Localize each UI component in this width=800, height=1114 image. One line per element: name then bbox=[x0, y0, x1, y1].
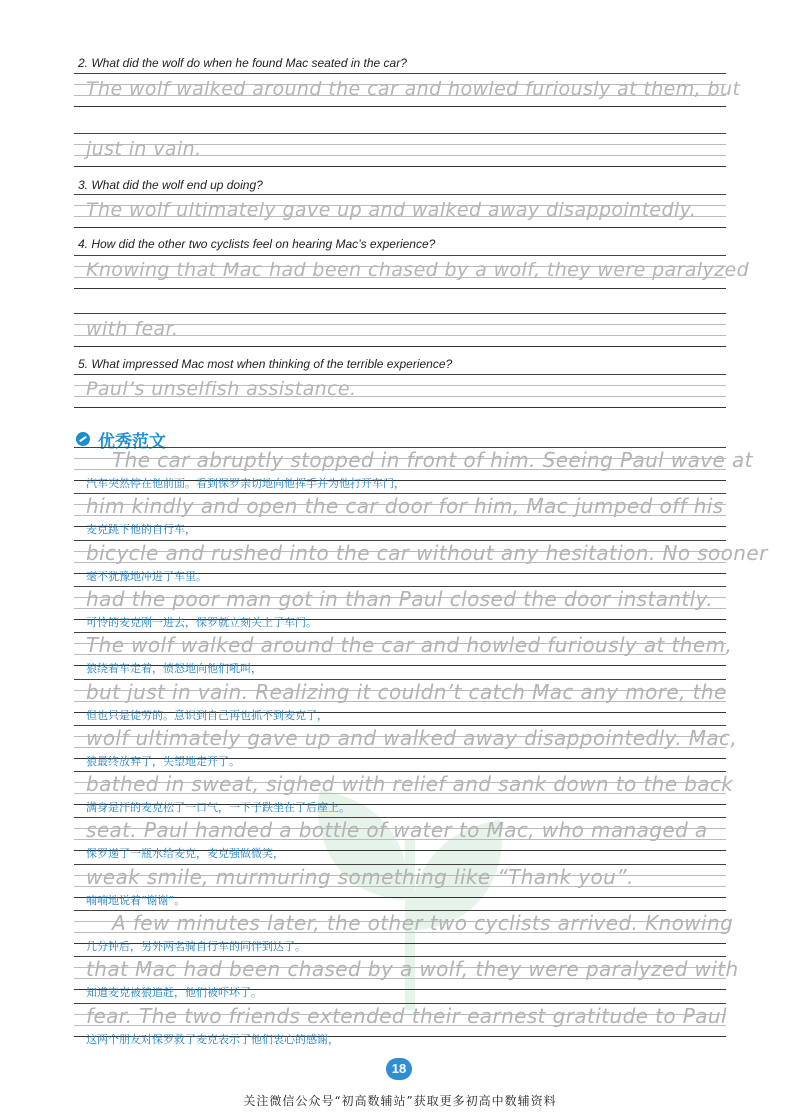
essay-line-chinese: 喃喃地说着“谢谢”。 bbox=[86, 893, 186, 907]
question-5-label: 5. What impressed Mac most when thinking of the terrible experience? bbox=[78, 357, 453, 371]
essay-line-english: bathed in sweat, sighed with relief and sank down to the back bbox=[86, 772, 734, 797]
essay-line-english: that Mac had been chased by a wolf, they were paralyzed with bbox=[86, 957, 739, 982]
question-4-label: 4. How did the other two cyclists feel on hearing Mac’s experience? bbox=[78, 237, 436, 251]
essay-line-chinese: 汽车突然停在他前面。看到保罗亲切地向他挥手并为他打开车门， bbox=[86, 477, 405, 490]
answer-2-line-1: The wolf walked around the car and howled furiously at them, but bbox=[86, 78, 741, 100]
essay-line-english: A few minutes later, the other two cyclists arrived. Knowing bbox=[112, 911, 734, 935]
essay-line-chinese: 毫不犹豫地冲进了车里。 bbox=[86, 569, 207, 583]
essay-line-chinese: 这两个朋友对保罗救了麦克表示了他们衷心的感谢， bbox=[86, 1032, 339, 1046]
essay-line-chinese: 满身是汗的麦克松了一口气，一下子跌坐在了后座上。 bbox=[86, 801, 350, 815]
essay-line-english: The wolf walked around the car and howled furiously at them, bbox=[86, 633, 733, 658]
question-3-label: 3. What did the wolf end up doing? bbox=[78, 178, 263, 192]
essay-line-english: fear. The two friends extended their earnest gratitude to Paul bbox=[86, 1003, 727, 1028]
answer-5-line-1: Paul’s unselfish assistance. bbox=[86, 378, 357, 400]
essay-line-english: wolf ultimately gave up and walked away disappointedly. Mac, bbox=[86, 725, 738, 750]
essay-line-chinese: 狼最终放弃了，失望地走开了。 bbox=[86, 754, 240, 768]
answer-2-line-2: just in vain. bbox=[86, 138, 202, 160]
essay-line-chinese: 知道麦克被狼追赶，他们被吓坏了。 bbox=[86, 986, 262, 1000]
essay-line-chinese: 但也只是徒劳的。意识到自己再也抓不到麦克了， bbox=[86, 708, 328, 722]
footer-text: 关注微信公众号“初高数辅站”获取更多初高中数辅资料 bbox=[243, 1094, 557, 1108]
essay-line-english: The car abruptly stopped in front of him. Seeing Paul wave at bbox=[112, 448, 753, 472]
essay-line-english: had the poor man got in than Paul closed the door instantly. bbox=[86, 586, 714, 611]
answer-4-line-1: Knowing that Mac had been chased by a wolf, they were paralyzed bbox=[86, 259, 750, 281]
essay-line-chinese: 可怜的麦克刚一进去，保罗就立刻关上了车门。 bbox=[86, 615, 317, 629]
essay-line-english: but just in vain. Realizing it couldn’t catch Mac any more, the bbox=[86, 679, 727, 704]
essay-line-english: bicycle and rushed into the car without any hesitation. No sooner bbox=[86, 540, 768, 565]
answer-3-line-1: The wolf ultimately gave up and walked away disappointedly. bbox=[86, 199, 697, 221]
pencil-circle-icon bbox=[76, 432, 90, 446]
essay-line-chinese: 几分钟后，另外两名骑自行车的同伴到达了。 bbox=[86, 940, 306, 953]
essay-line-chinese: 保罗递了一瓶水给麦克，麦克强做微笑， bbox=[86, 847, 284, 861]
essay-line-english: seat. Paul handed a bottle of water to Mac, who managed a bbox=[86, 818, 708, 843]
section-title: 优秀范文 bbox=[98, 431, 166, 452]
answer-4-line-2: with fear. bbox=[86, 318, 179, 340]
essay-line-chinese: 狼绕着车走着，愤怒地向他们吼叫， bbox=[86, 662, 262, 676]
essay-line-english: him kindly and open the car door for him, Mac jumped off his bbox=[86, 494, 724, 519]
question-2-label: 2. What did the wolf do when he found Mac seated in the car? bbox=[78, 56, 407, 70]
essay-line-chinese: 麦克跳下他的自行车， bbox=[86, 523, 196, 537]
page-number: 18 bbox=[386, 1058, 412, 1080]
essay-line-english: weak smile, murmuring something like “Thank you”. bbox=[86, 864, 634, 889]
